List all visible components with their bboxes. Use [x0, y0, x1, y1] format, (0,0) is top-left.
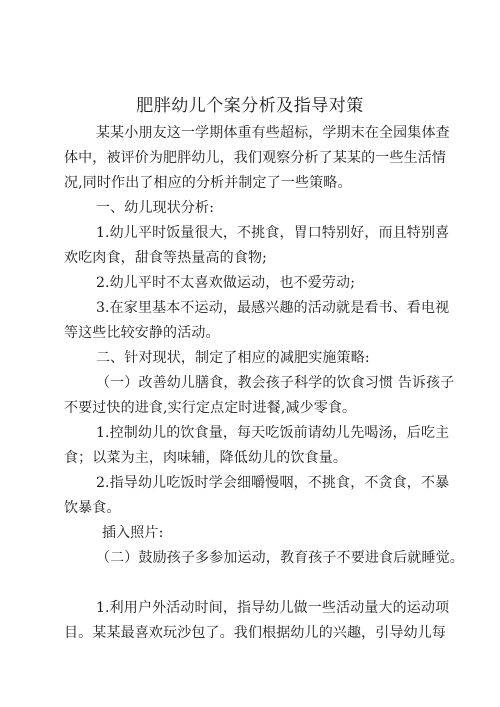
analysis-item-3-line-1: 3.在家里基本不运动，最感兴趣的活动就是看书、看电视 — [96, 300, 450, 316]
analysis-item-1-line-2: 欢吃肉食，甜食等热量高的食物; — [64, 250, 267, 266]
strategy-2-item-1-line-2: 目。某某最喜欢玩沙包了。我们根据幼儿的兴趣，引导幼儿每 — [64, 625, 447, 641]
strategy-1-item-2-line-2: 饮暴食。 — [64, 500, 121, 516]
paragraph-intro-line-2: 体中，被评价为肥胖幼儿，我们观察分析了某某的一些生活情 — [64, 150, 447, 166]
strategy-2-item-1-line-1: 1.利用户外活动时间，指导幼儿做一些活动量大的运动项 — [96, 600, 450, 616]
strategy-2-heading: （二）鼓励孩子多参加运动，教育孩子不要进食后就睡觉。 — [96, 550, 464, 566]
strategy-1-heading-line-2: 不要过快的进食,实行定点定时进餐,减少零食。 — [64, 400, 357, 416]
paragraph-intro-line-3: 况,同时作出了相应的分析并制定了一些策略。 — [64, 175, 352, 191]
strategy-1-heading-line-1: （一）改善幼儿膳食，教会孩子科学的饮食习惯 告诉孩子 — [96, 375, 455, 391]
insert-photo-label: 插入照片: — [102, 525, 164, 541]
strategy-1-item-1-line-2: 食；以菜为主，肉味辅，降低幼儿的饮食量。 — [64, 450, 347, 466]
analysis-item-2: 2.幼儿平时不太喜欢做运动，也不爱劳动; — [96, 275, 356, 291]
section-heading-analysis: 一、幼儿现状分析: — [96, 200, 215, 216]
document-title: 肥胖幼儿个案分析及指导对策 — [136, 96, 364, 116]
analysis-item-3-line-2: 等这些比较安静的活动。 — [64, 325, 220, 341]
section-heading-strategy: 二、针对现状，制定了相应的减肥实施策略: — [96, 350, 370, 366]
strategy-1-item-1-line-1: 1.控制幼儿的饮食量，每天吃饭前请幼儿先喝汤，后吃主 — [96, 425, 450, 441]
analysis-item-1-line-1: 1.幼儿平时饭量很大，不挑食，胃口特别好，而且特别喜 — [96, 225, 450, 241]
strategy-1-item-2-line-1: 2.指导幼儿吃饭时学会细嚼慢咽，不挑食，不贪食，不暴 — [96, 475, 450, 491]
paragraph-intro-line-1: 某某小朋友这一学期体重有些超标，学期末在全园集体查 — [96, 125, 450, 141]
